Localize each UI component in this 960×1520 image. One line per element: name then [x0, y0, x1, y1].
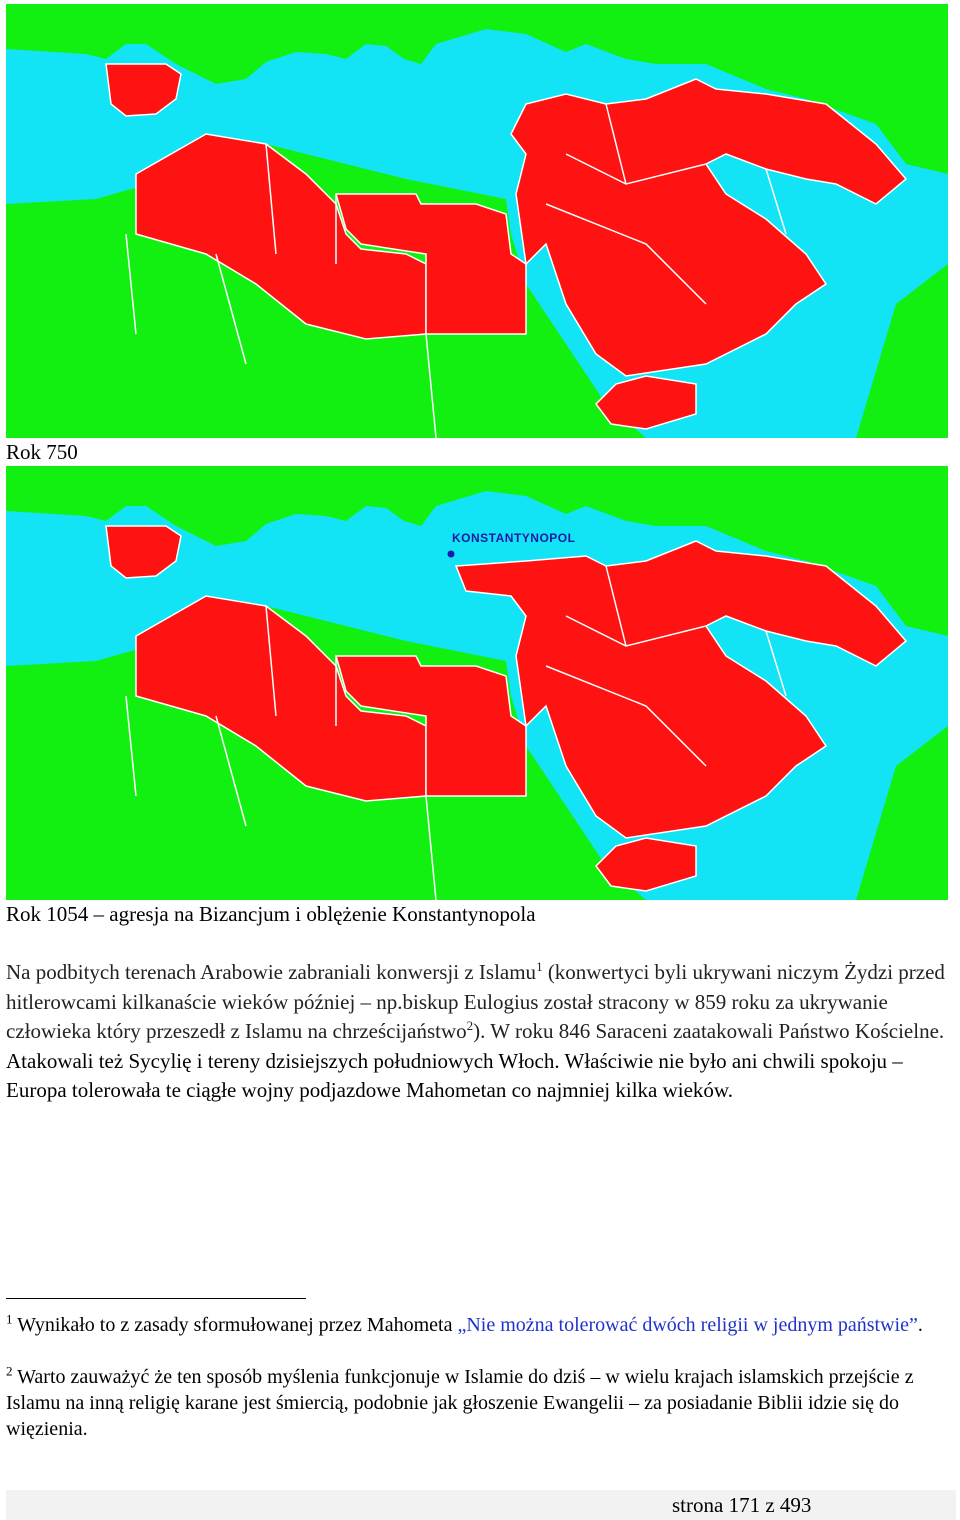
map-caption-750: Rok 750	[6, 440, 78, 464]
map-graphic	[6, 4, 948, 438]
footnote-text: Warto zauważyć że ten sposób myślenia funkcjonuje w Islamie do dziś – w wielu krajach islamskich przejście z Islamu na inną religię karane jest śmiercią, podobnie jak głoszenie Ewangelii – za posiadanie Biblii idzie się do więzienia.	[6, 1366, 914, 1440]
city-label-constantinople: KONSTANTYNOPOL	[452, 531, 576, 545]
body-paragraph	[6, 958, 946, 1106]
footnote-text: Wynikało to z zasady sformułowanej przez Mahometa	[12, 1314, 458, 1336]
map-graphic	[6, 466, 948, 900]
footnote-separator	[6, 1298, 306, 1299]
map-year-1054	[6, 466, 948, 900]
map-year-750	[6, 4, 948, 438]
page-number: strona 171 z 493	[672, 1493, 812, 1517]
map-caption-1054: Rok 1054 – agresja na Bizancjum i oblężenie Konstantynopola	[6, 902, 536, 926]
body-text-2: (konwertyci byli ukrywani niczym Żydzi przed hitlerowcami kilkanaście wieków później – np.biskup Eulogius został stracony w 859 roku za ukrywanie człowieka który przeszedł z Islamu na chrześcijaństwo	[6, 960, 945, 1043]
page-footer	[6, 1490, 956, 1520]
footnote-ref-2: 2	[466, 1018, 474, 1033]
footnote-1	[6, 1312, 954, 1338]
body-text-1: Na podbitych terenach Arabowie zabraniali konwersji z Islamu	[6, 960, 537, 984]
footnote-ref-1: 1	[536, 959, 543, 974]
footnote-number: 2	[6, 1363, 13, 1379]
city-dot	[448, 551, 455, 558]
footnote-number: 1	[6, 1311, 13, 1327]
body-text-5: Właściwie nie było ani chwili spokoju – Europa tolerowała te ciągłe wojny podjazdowe Mahometan co najmniej kilka wieków.	[6, 1048, 903, 1102]
body-text-4: Atakowali też Sycylię i tereny dzisiejszych południowych Włoch.	[6, 1048, 560, 1073]
city-marker-constantinople	[448, 531, 576, 558]
footnote-2	[6, 1364, 954, 1442]
body-text-3: ). W roku 846 Saraceni zaatakowali Państwo Kościelne.	[473, 1019, 945, 1043]
footnote-end: .	[917, 1314, 923, 1336]
footnote-quote: „Nie można tolerować dwóch religii w jednym państwie”	[457, 1314, 918, 1336]
